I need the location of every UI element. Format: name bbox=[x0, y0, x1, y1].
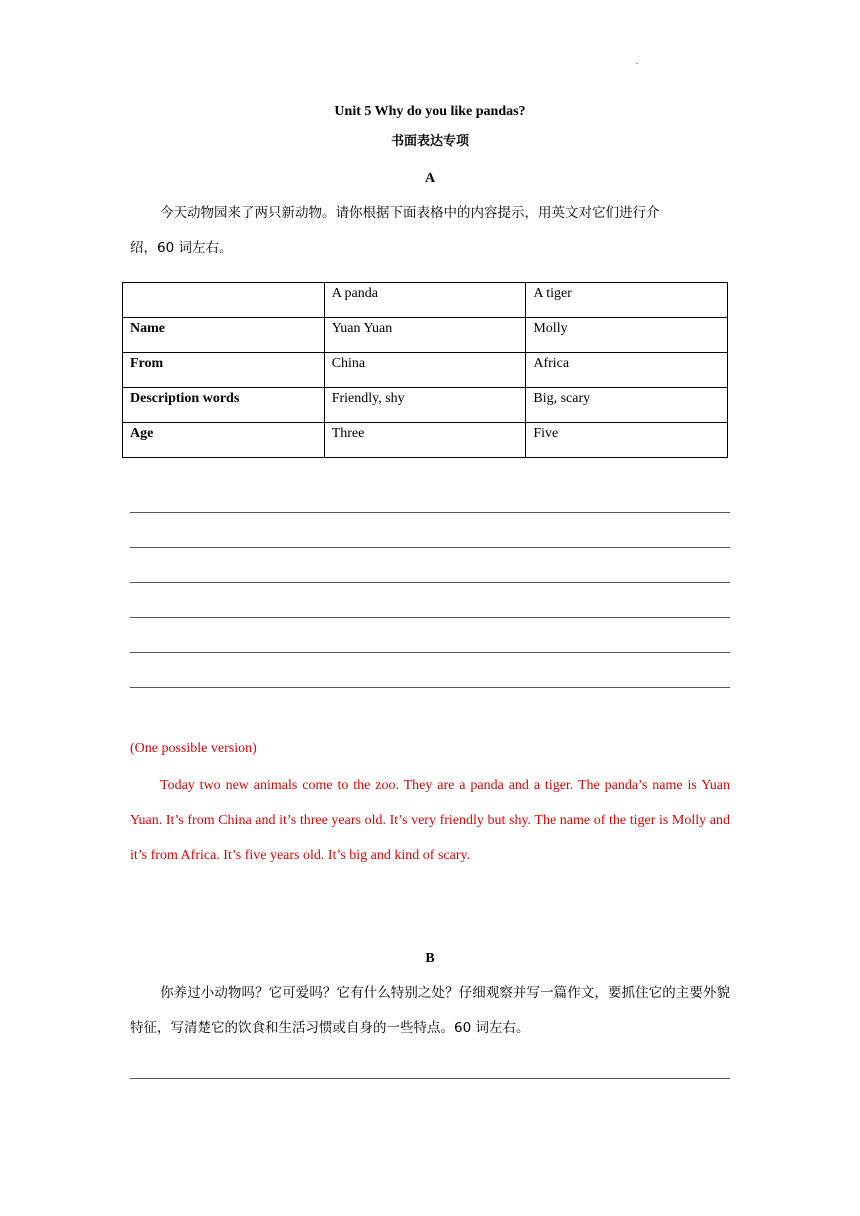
page-title: Unit 5 Why do you like pandas? bbox=[334, 104, 526, 119]
table-cell: Three bbox=[324, 423, 526, 458]
table-cell: Big, scary bbox=[526, 388, 728, 423]
section-a-prompt bbox=[130, 196, 730, 266]
answer-text-block bbox=[130, 768, 730, 873]
table-cell: Africa bbox=[526, 353, 728, 388]
table-row bbox=[123, 388, 728, 423]
row-label-age: Age bbox=[123, 423, 325, 458]
section-a-prompt-line1: 今天动物园来了两只新动物。请你根据下面表格中的内容提示，用英文对它们进行介 bbox=[160, 205, 660, 221]
table-header-cell: A panda bbox=[324, 283, 526, 318]
table-cell: China bbox=[324, 353, 526, 388]
section-b-prompt: 你养过小动物吗？它可爱吗？它有什么特别之处？仔细观察并写一篇作文，要抓住它的主要外貌特征，写清楚它的饮食和生活习惯或自身的一些特点。60 词左右。 bbox=[130, 985, 730, 1036]
writing-line bbox=[130, 1078, 730, 1079]
table-row bbox=[123, 423, 728, 458]
table-header-cell: A tiger bbox=[526, 283, 728, 318]
table-header-row bbox=[123, 283, 728, 318]
section-b-prompt-block bbox=[130, 976, 730, 1046]
page-subtitle: 书面表达专项 bbox=[390, 134, 469, 149]
answer-text: Today two new animals come to the zoo. They are a panda and a tiger. The panda’s name is Yuan Yuan. It’s from China and it’s three years old. It’s very friendly but shy. The name of the tiger is Molly and it’s from Africa. It’s five years old. It’s big and kind of scary. bbox=[130, 778, 730, 863]
writing-line bbox=[130, 652, 730, 653]
table-cell: Yuan Yuan bbox=[324, 318, 526, 353]
table-cell: Molly bbox=[526, 318, 728, 353]
section-a-label: A bbox=[424, 171, 436, 186]
corner-mark: . bbox=[636, 56, 639, 66]
row-label-from: From bbox=[123, 353, 325, 388]
writing-line bbox=[130, 512, 730, 513]
answer-label: (One possible version) bbox=[130, 741, 257, 756]
writing-line bbox=[130, 547, 730, 548]
table-header-cell bbox=[123, 283, 325, 318]
section-a-prompt-line2: 绍，60 词左右。 bbox=[130, 240, 233, 256]
table-cell: Friendly, shy bbox=[324, 388, 526, 423]
row-label-name: Name bbox=[123, 318, 325, 353]
animal-info-table bbox=[122, 282, 728, 458]
table-cell: Five bbox=[526, 423, 728, 458]
writing-line bbox=[130, 582, 730, 583]
table-row bbox=[123, 318, 728, 353]
table-row bbox=[123, 353, 728, 388]
section-b-label: B bbox=[425, 951, 435, 966]
writing-line bbox=[130, 687, 730, 688]
writing-line bbox=[130, 617, 730, 618]
row-label-description: Description words bbox=[123, 388, 325, 423]
